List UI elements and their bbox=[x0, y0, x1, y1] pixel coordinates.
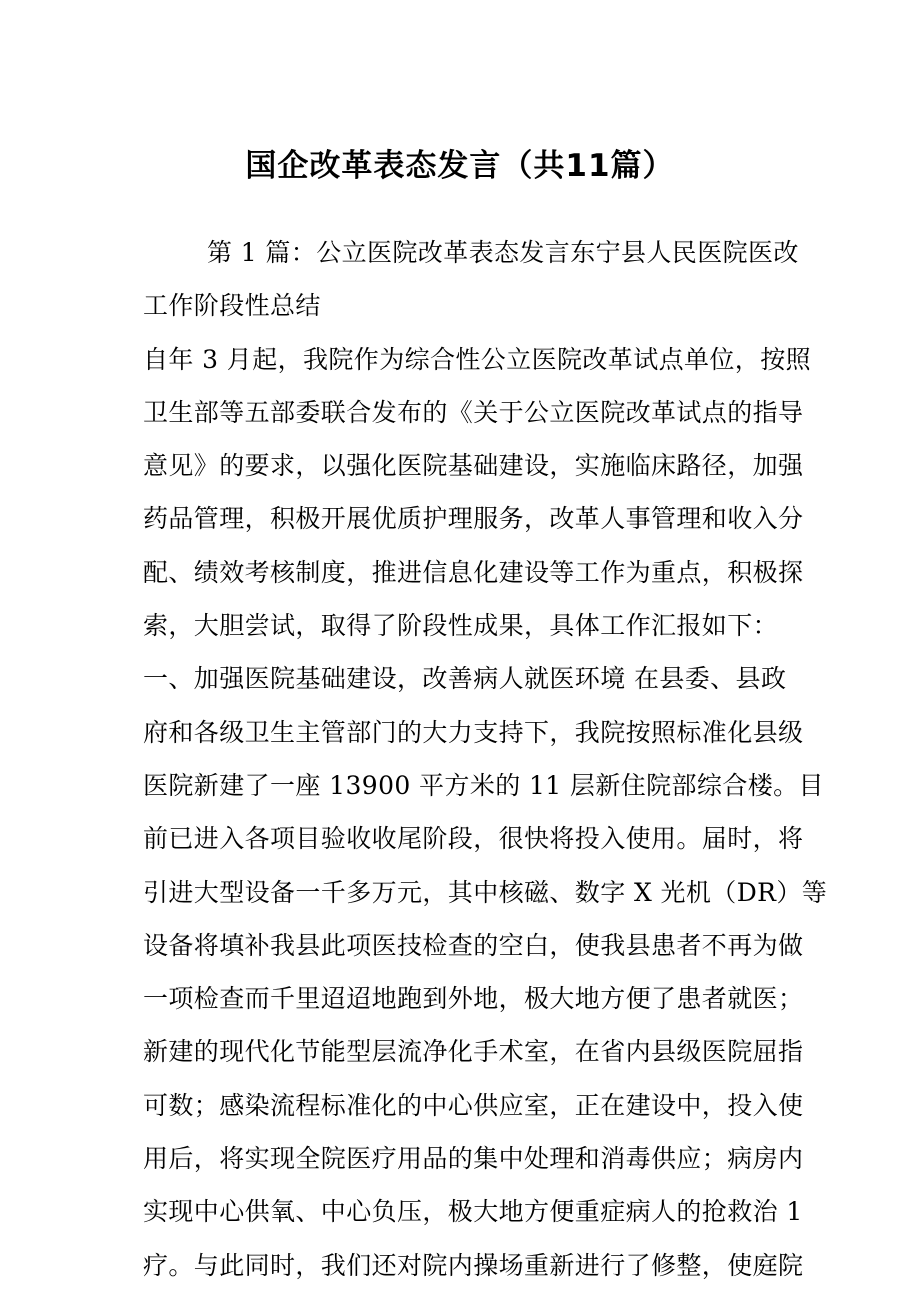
paragraph-line: 卫生部等五部委联合发布的《关于公立医院改革试点的指导 bbox=[143, 397, 804, 427]
paragraph-line: 自年 3 月起，我院作为综合性公立医院改革试点单位，按照 bbox=[143, 344, 812, 374]
document-title: 国企改革表态发言（共11篇） bbox=[245, 148, 675, 184]
paragraph-line: 索，大胆尝试，取得了阶段性成果，具体工作汇报如下： bbox=[143, 611, 779, 641]
paragraph-line: 意见》的要求，以强化医院基础建设，实施临床路径，加强 bbox=[143, 451, 804, 481]
paragraph-line: 疗。与此同时，我们还对院内操场重新进行了修整，使庭院 bbox=[143, 1250, 804, 1280]
paragraph-line: 用后，将实现全院医疗用品的集中处理和消毒供应；病房内 bbox=[143, 1144, 804, 1174]
paragraph-line: 医院新建了一座 13900 平方米的 11 层新住院部综合楼。目 bbox=[143, 770, 824, 800]
document-body bbox=[143, 226, 828, 1292]
paragraph-line: 前已进入各项目验收收尾阶段，很快将投入使用。届时，将 bbox=[143, 824, 804, 854]
paragraph-line: 一、加强医院基础建设，改善病人就医环境 在县委、县政 bbox=[143, 664, 787, 694]
paragraph-line: 工作阶段性总结 bbox=[143, 291, 321, 321]
paragraph-line: 药品管理，积极开展优质护理服务，改革人事管理和收入分 bbox=[143, 504, 804, 534]
paragraph-line: 一项检查而千里迢迢地跑到外地，极大地方便了患者就医； bbox=[143, 984, 804, 1014]
paragraph-line: 配、绩效考核制度，推进信息化建设等工作为重点，积极探 bbox=[143, 557, 804, 587]
paragraph-line: 引进大型设备一千多万元，其中核磁、数字 X 光机（DR）等 bbox=[143, 877, 828, 907]
paragraph-line: 实现中心供氧、中心负压，极大地方便重症病人的抢救治 1 bbox=[143, 1197, 803, 1227]
paragraph-line: 可数；感染流程标准化的中心供应室，正在建设中，投入使 bbox=[143, 1090, 804, 1120]
paragraph-line: 府和各级卫生主管部门的大力支持下，我院按照标准化县级 bbox=[143, 717, 804, 747]
paragraph-line: 第 1 篇：公立医院改革表态发言东宁县人民医院医改 bbox=[207, 238, 799, 267]
paragraph-line: 设备将填补我县此项医技检查的空白，使我县患者不再为做 bbox=[143, 930, 804, 960]
paragraph-line: 新建的现代化节能型层流净化手术室，在省内县级医院屈指 bbox=[143, 1037, 804, 1067]
